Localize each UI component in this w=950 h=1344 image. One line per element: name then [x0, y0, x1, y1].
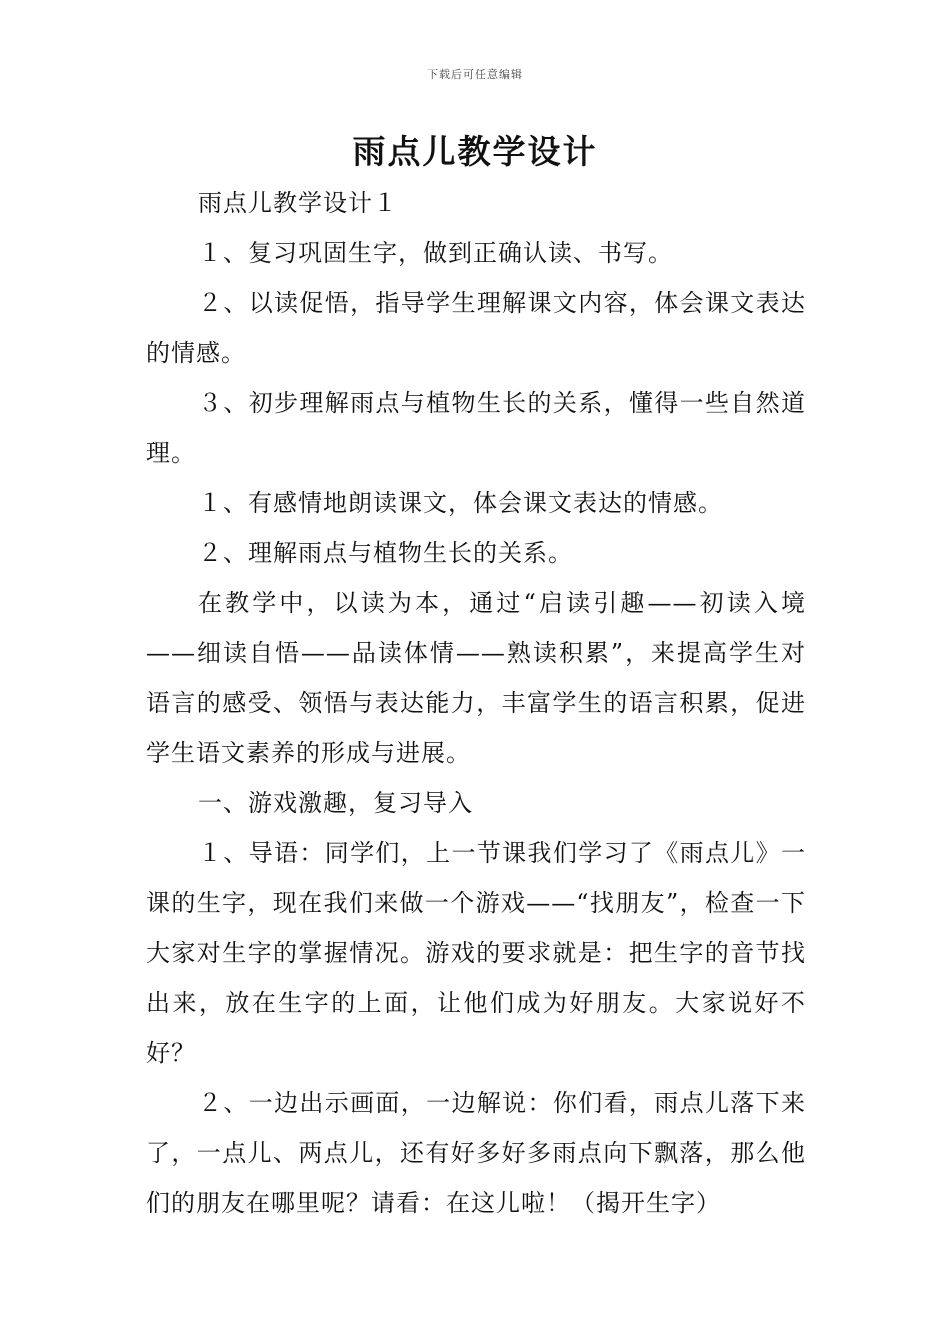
step-item: ２、一边出示画面，一边解说：你们看，雨点儿落下来了，一点儿、两点儿，还有好多好多雨点向下飘落，那么他们的朋友在哪里呢？请看：在这儿啦！（揭开生字）	[146, 1089, 806, 1217]
header-note: 下载后可任意编辑	[427, 68, 523, 81]
objective-item: ３、初步理解雨点与植物生长的关系，懂得一些自然道理。	[146, 389, 806, 467]
key-point-item: ２、理解雨点与植物生长的关系。	[198, 539, 573, 567]
step-heading: 一、游戏激趣，复习导入	[198, 789, 473, 817]
document-title: 雨点儿教学设计	[352, 132, 598, 171]
section-heading: 雨点儿教学设计１	[198, 189, 398, 217]
objective-item: ２、以读促悟，指导学生理解课文内容，体会课文表达的情感。	[146, 289, 806, 367]
key-point-item: １、有感情地朗读课文，体会课文表达的情感。	[198, 489, 723, 517]
teaching-approach-paragraph: 在教学中，以读为本，通过“启读引趣——初读入境——细读自悟——品读体情——熟读积累”，来提高学生对语言的感受、领悟与表达能力，丰富学生的语言积累，促进学生语文素养的形成与进展。	[146, 589, 806, 767]
document-body	[146, 178, 806, 1228]
objective-item: １、复习巩固生字，做到正确认读、书写。	[198, 239, 673, 267]
step-item: １、导语：同学们，上一节课我们学习了《雨点儿》一课的生字，现在我们来做一个游戏——“找朋友”，检查一下大家对生字的掌握情况。游戏的要求就是：把生字的音节找出来，放在生字的上面，让他们成为好朋友。大家说好不好？	[146, 839, 806, 1067]
